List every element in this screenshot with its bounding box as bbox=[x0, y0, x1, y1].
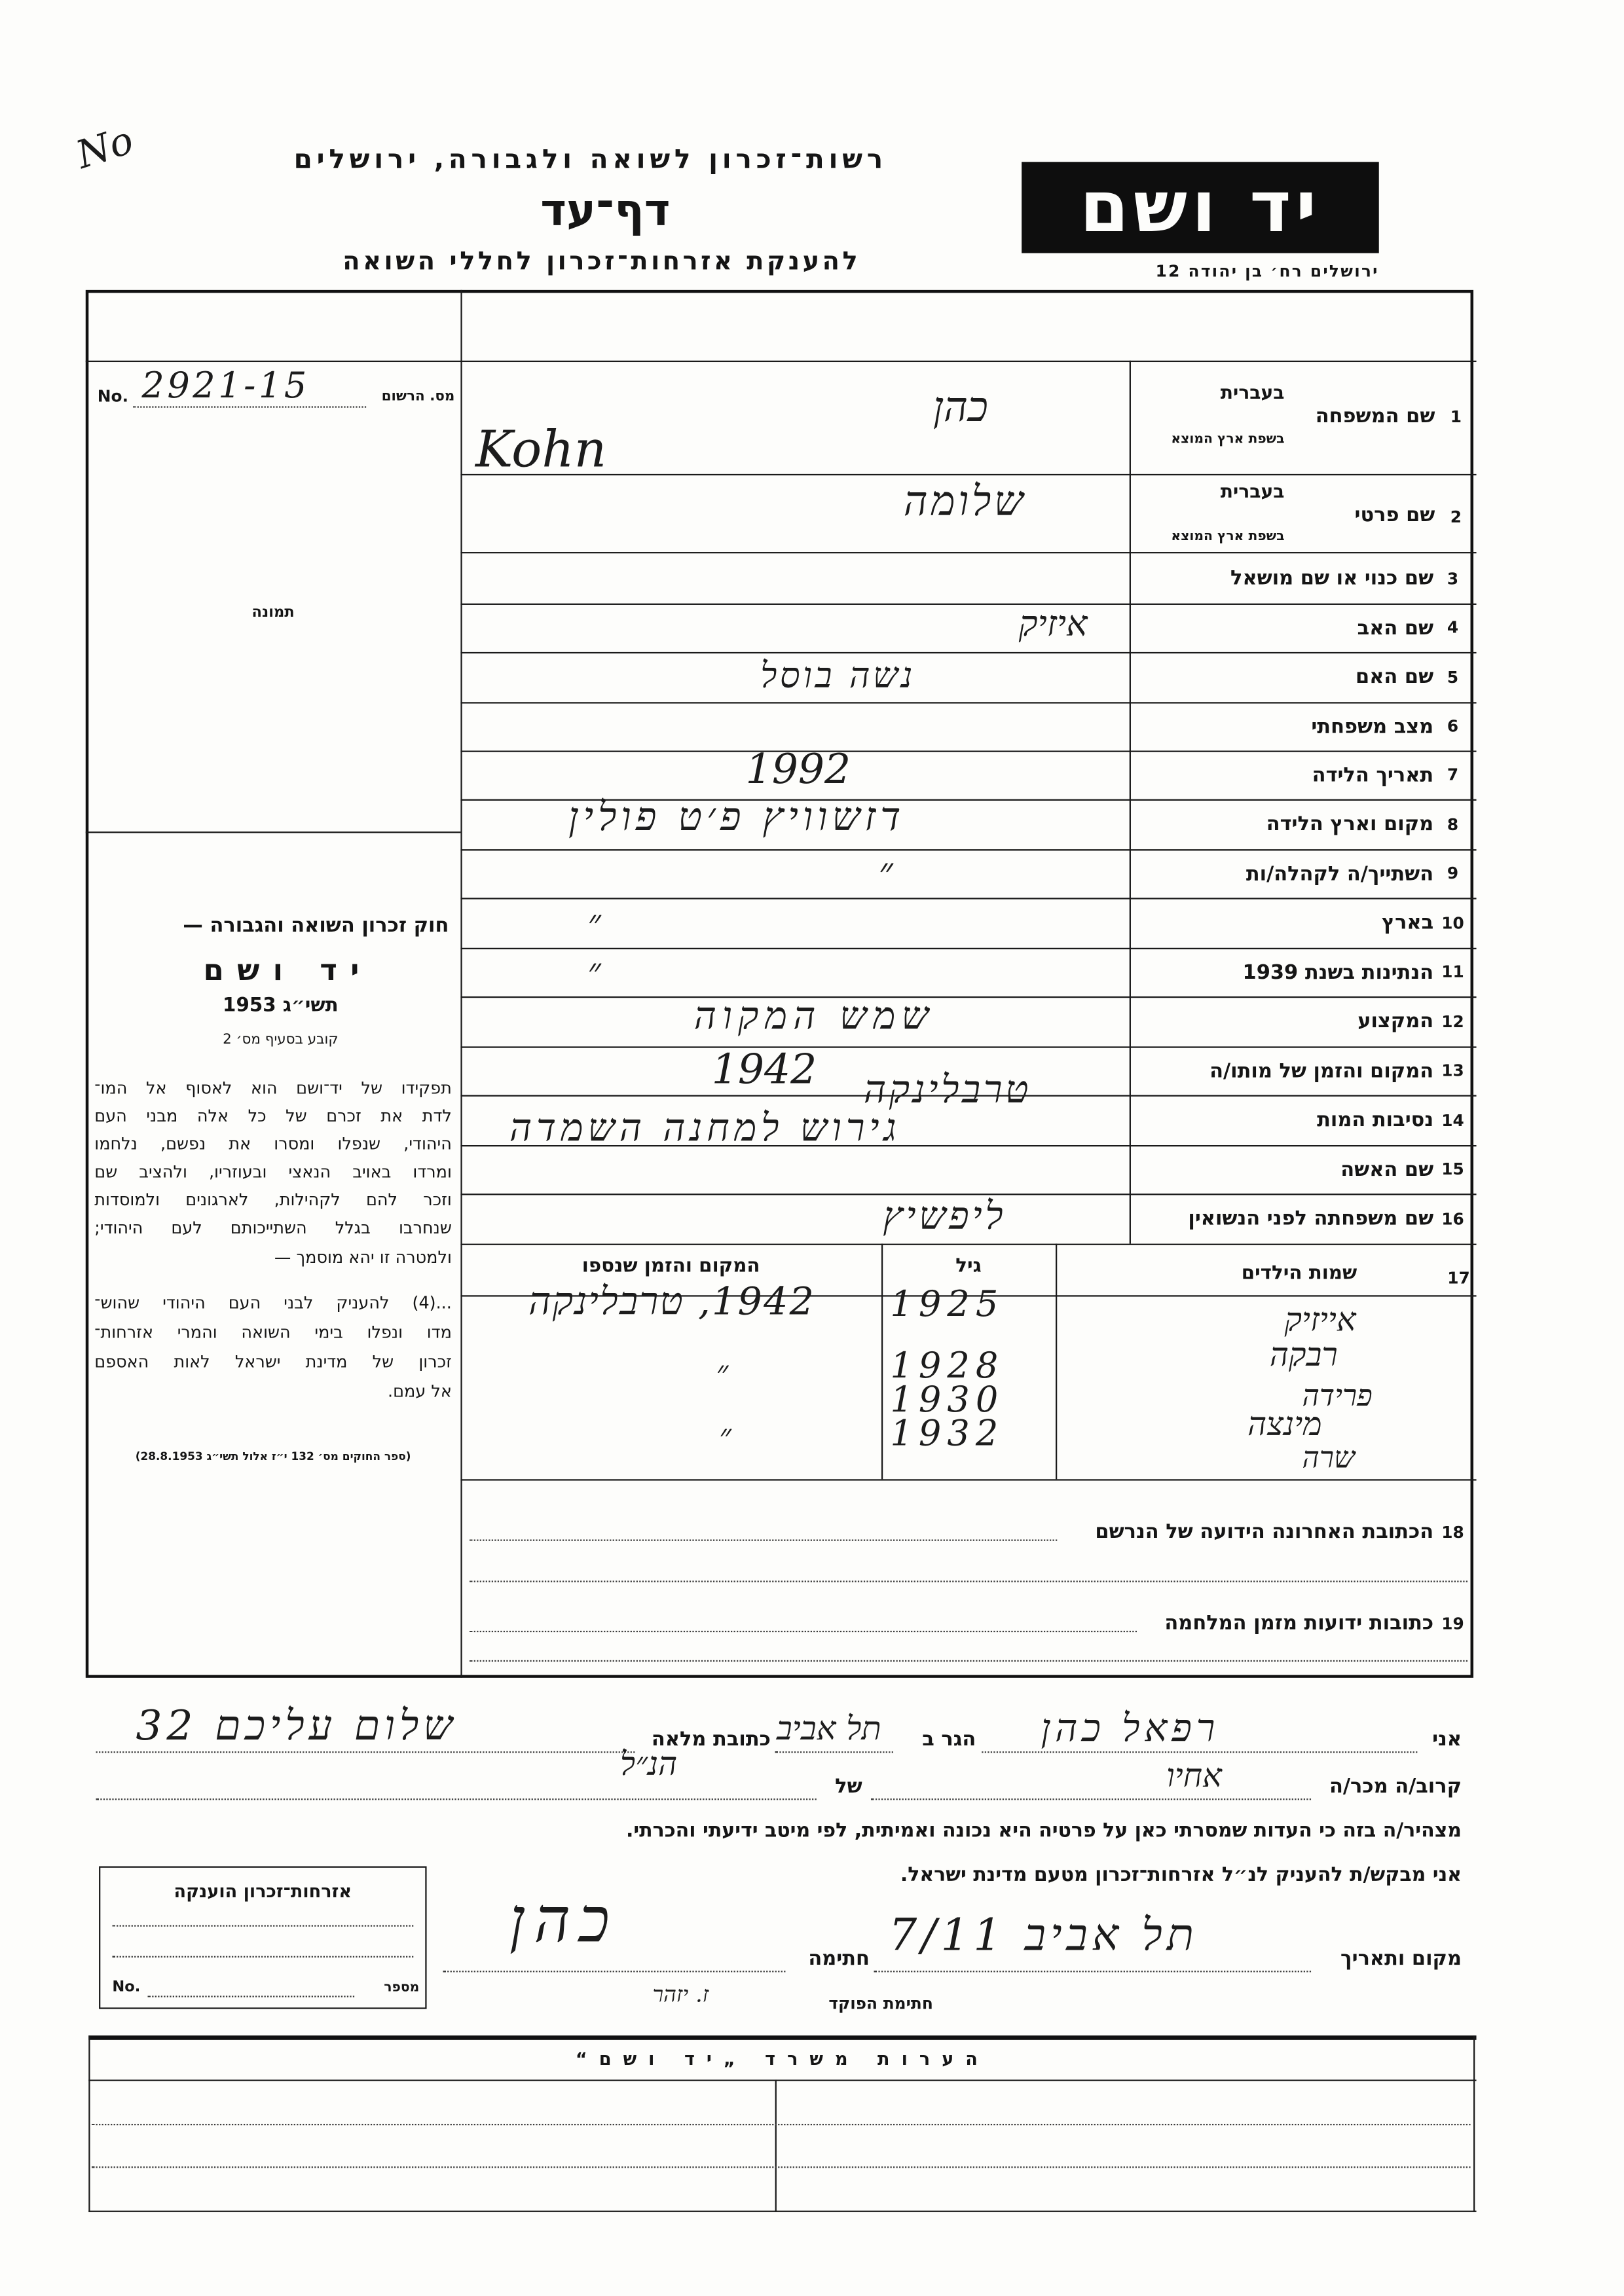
child-death-place: ״ bbox=[718, 1419, 731, 1456]
declarant-signature: כהן bbox=[509, 1884, 619, 1956]
value-birth-place: דזשוויץ פ׳ט פולין bbox=[568, 794, 906, 841]
law-clause4-line: אל עמם. bbox=[388, 1381, 452, 1402]
footer-border bbox=[1473, 2035, 1475, 2212]
field-number: 17 bbox=[1447, 1268, 1470, 1288]
top-strip-line bbox=[86, 361, 1477, 362]
children-header-names: שמות הילדים bbox=[1241, 1262, 1357, 1285]
office-remarks-title: הערות משרד „יד ושם“ bbox=[575, 2049, 989, 2069]
field-number: 18 bbox=[1441, 1522, 1464, 1542]
declaration-dotted-line bbox=[775, 1751, 893, 1753]
declaration-i-label: אני bbox=[1432, 1728, 1462, 1752]
declarant-relation: אחיו bbox=[1166, 1758, 1222, 1796]
child-name: אייזיק bbox=[1284, 1302, 1356, 1339]
law-yad-vashem: יד ושם bbox=[203, 952, 373, 988]
value-community: ״ bbox=[878, 850, 893, 895]
law-text-line: תפקידו של יד־ושם הוא לאסוף אל המו־ bbox=[94, 1078, 452, 1099]
last-address-dotted-line bbox=[470, 1580, 1467, 1582]
officer-signature: ז. יזהר bbox=[652, 1980, 709, 2008]
value-death-year: 1942 bbox=[711, 1045, 817, 1094]
value-death-place: טרבלינקה bbox=[863, 1068, 1032, 1113]
field-3-nickname bbox=[1134, 553, 1464, 603]
field-sub-hebrew: בעברית bbox=[1220, 381, 1285, 403]
signature-dotted-line bbox=[443, 1971, 785, 1972]
left-column-divider bbox=[460, 290, 462, 1678]
last-address-dotted-line bbox=[470, 1539, 1057, 1540]
field-number: 15 bbox=[1441, 1159, 1464, 1179]
granted-box-dotted-line bbox=[147, 1995, 354, 1997]
field-15-wife-name bbox=[1134, 1145, 1464, 1194]
field-10-country bbox=[1134, 898, 1464, 947]
officer-signature-label: חתימת הפוקד bbox=[828, 1994, 933, 2014]
child-death-place: 1942, טרבלינקה bbox=[528, 1280, 816, 1325]
granted-box-dotted-line bbox=[112, 1925, 413, 1926]
declaration-dotted-line bbox=[982, 1751, 1417, 1753]
field-number: 1 bbox=[1450, 407, 1462, 427]
field-label: השתייך/ה לקהלה/ות bbox=[1246, 862, 1434, 886]
field-number: 14 bbox=[1441, 1110, 1464, 1130]
child-name: מינצה bbox=[1247, 1407, 1322, 1444]
law-clause: קובע בסעיף מס׳ 2 bbox=[223, 1031, 339, 1048]
value-occupation: שמש המקוה bbox=[693, 994, 935, 1040]
field-label: המקום והזמן של מותו/ה bbox=[1209, 1059, 1434, 1083]
child-death-place: ״ bbox=[716, 1355, 729, 1393]
registration-label: מס. הרשום bbox=[381, 388, 455, 405]
field-label: הנתינות בשנת 1939 bbox=[1242, 960, 1434, 984]
law-text-line: ולמטרה זו יהא מוסמך — bbox=[274, 1248, 452, 1267]
field-label: תאריך הלידה bbox=[1312, 763, 1434, 787]
field-9-community bbox=[1134, 849, 1464, 898]
field-label: המקצוע bbox=[1357, 1010, 1434, 1034]
field-number: 7 bbox=[1447, 765, 1459, 785]
law-clause4-line: מדו ונפלו בימי השואה והמרי אזרחות־ bbox=[94, 1323, 452, 1343]
field-number: 4 bbox=[1447, 618, 1459, 638]
child-age: 1932 bbox=[890, 1413, 1005, 1455]
declaration-dotted-line bbox=[871, 1798, 1311, 1800]
declaration-request: אני מבקש/ת להעניק לנ״ל אזרחות־זכרון מטעם מדינת ישראל. bbox=[900, 1865, 1462, 1887]
field-sub-origin: בשפת ארץ המוצא bbox=[1171, 530, 1285, 545]
field-number: 5 bbox=[1447, 667, 1459, 687]
field-number: 6 bbox=[1447, 716, 1459, 737]
wartime-address-dotted-line bbox=[470, 1631, 1137, 1632]
registration-dotted-line bbox=[133, 406, 366, 407]
child-age: 1930 bbox=[890, 1379, 1005, 1421]
field-sub-hebrew: בעברית bbox=[1220, 479, 1285, 502]
value-country: ״ bbox=[587, 902, 601, 944]
law-text-line: לדת את זכרם של כל אלה מבני העם bbox=[94, 1106, 452, 1126]
declarant-full-address: שלום עליכם 32 bbox=[136, 1701, 457, 1750]
field-2-first-name bbox=[1134, 477, 1464, 550]
declarant-city: תל אביב bbox=[776, 1711, 881, 1749]
footer-line bbox=[92, 2166, 1471, 2168]
child-age: 1928 bbox=[890, 1345, 1005, 1387]
granted-box-no-label: No. bbox=[112, 1979, 141, 1996]
field-label: שם המשפחה bbox=[1315, 405, 1435, 429]
yad-vashem-logo bbox=[1022, 162, 1379, 253]
field-label: שם פרטי bbox=[1354, 503, 1435, 527]
registration-number: 2921-15 bbox=[141, 365, 310, 407]
value-family-name-origin: Kohn bbox=[475, 420, 607, 480]
child-name: רבקה bbox=[1269, 1338, 1338, 1375]
law-year: תשי״ג 1953 bbox=[223, 994, 339, 1017]
row-line bbox=[460, 474, 1476, 475]
footer-top-rule bbox=[88, 2035, 1476, 2040]
children-header-age: גיל bbox=[955, 1255, 982, 1278]
place-date-dotted-line bbox=[874, 1971, 1311, 1972]
wartime-address-dotted-line bbox=[470, 1660, 1467, 1662]
field-label: שם האם bbox=[1356, 665, 1434, 689]
field-13-place-time-of-death bbox=[1134, 1046, 1464, 1095]
law-text-line: וזכר להם לקהילות, לארגונים ולמוסדות bbox=[94, 1190, 452, 1210]
field-number: 11 bbox=[1441, 962, 1464, 982]
value-mother-name: נשה בוסל bbox=[760, 655, 915, 697]
declaration-lives-in-label: הגר ב bbox=[922, 1728, 976, 1752]
value-father-name: איזיק bbox=[1018, 603, 1088, 645]
field-label: בארץ bbox=[1381, 911, 1434, 935]
field-5-mother-name bbox=[1134, 652, 1464, 702]
logo-address: ירושלים רח׳ בן יהודה 12 bbox=[1155, 262, 1379, 282]
granted-box-number-label: מספר bbox=[384, 1980, 420, 1996]
field-number: 19 bbox=[1441, 1614, 1464, 1633]
value-citizenship: ״ bbox=[587, 951, 601, 993]
form-title: דף־עד bbox=[540, 185, 671, 237]
children-header-place: המקום והזמן שנספו bbox=[581, 1255, 760, 1278]
value-birth-date: 1992 bbox=[745, 744, 851, 793]
law-clause4-line: ...(4) להעניק לבני העם היהודי שהוש־ bbox=[94, 1294, 452, 1313]
footer-divider bbox=[775, 2080, 777, 2212]
law-clause4-line: זכרון של מדינת ישראל לאות האספם bbox=[94, 1352, 452, 1372]
field-number: 3 bbox=[1447, 568, 1459, 589]
granted-box-dotted-line bbox=[112, 1956, 413, 1958]
field-number: 10 bbox=[1441, 913, 1464, 933]
value-family-name-hebrew: כהן bbox=[932, 382, 988, 431]
field-16-wife-maiden-name bbox=[1134, 1194, 1464, 1243]
logo-text: יד ושם bbox=[1079, 166, 1321, 249]
footer-border bbox=[88, 2035, 90, 2212]
field-11-citizenship-1939 bbox=[1134, 948, 1464, 996]
registration-no-label: No. bbox=[97, 387, 129, 407]
field-label: שם האשה bbox=[1340, 1157, 1434, 1182]
citizenship-granted-title: אזרחות־זכרון הוענקה bbox=[174, 1881, 352, 1902]
signature-label: חתימה bbox=[808, 1947, 870, 1971]
value-death-circumstances: גירוש למחנה השמדה bbox=[509, 1106, 901, 1151]
declaration-of-label: של bbox=[835, 1775, 862, 1799]
field-label: כתובות ידועות מזמן המלחמה bbox=[1164, 1611, 1434, 1635]
declarant-name: רפאל כהן bbox=[1041, 1707, 1220, 1752]
field-label: שם משפחתה לפני הנשואין bbox=[1188, 1207, 1434, 1231]
margin-handwritten-mark: No bbox=[71, 118, 139, 179]
field-sub-origin: בשפת ארץ המוצא bbox=[1171, 432, 1285, 448]
photo-label: תמונה bbox=[251, 604, 295, 621]
field-6-marital-status bbox=[1134, 702, 1464, 750]
field-number: 8 bbox=[1447, 814, 1459, 834]
place-date-label: מקום ותאריך bbox=[1340, 1947, 1462, 1971]
field-12-occupation bbox=[1134, 996, 1464, 1046]
place-date-value: תל אביב 7/11 bbox=[889, 1910, 1198, 1962]
child-age: 1925 bbox=[890, 1283, 1005, 1325]
field-label: מצב משפחתי bbox=[1311, 714, 1434, 738]
declarant-of-value: הנ״ל bbox=[619, 1747, 678, 1784]
children-bottom-line bbox=[460, 1479, 1476, 1480]
declaration-relation-label: קרוב/ה מכר/ה bbox=[1329, 1775, 1462, 1799]
field-number: 16 bbox=[1441, 1209, 1464, 1229]
value-first-name-hebrew: שלומה bbox=[903, 477, 1027, 526]
law-text-line: היהודי, שנפלו ומסרו את נפשם, נלחמו bbox=[94, 1135, 452, 1154]
field-number: 13 bbox=[1441, 1061, 1464, 1081]
field-number: 2 bbox=[1450, 507, 1462, 527]
child-name: פרידה bbox=[1302, 1377, 1373, 1413]
law-citation: (ספר החוקים מס׳ 132 י״ז אלול תשי״ג 28.8.1953) bbox=[135, 1449, 411, 1463]
organization-name: רשות־זכרון לשואה ולגבורה, ירושלים bbox=[293, 144, 887, 175]
field-4-father-name bbox=[1134, 604, 1464, 652]
children-col-divider bbox=[881, 1244, 883, 1480]
label-column-divider bbox=[1130, 361, 1131, 1244]
field-label: הכתובת האחרונה הידועה של הנרשם bbox=[1095, 1520, 1434, 1544]
declaration-dotted-line bbox=[96, 1751, 635, 1753]
footer-bottom-rule bbox=[88, 2211, 1476, 2212]
field-1-family-name bbox=[1134, 368, 1464, 468]
law-text-line: ומרדו באויב הנאצי ובעוזריו, ולהציב שם bbox=[94, 1162, 452, 1182]
child-name: שרה bbox=[1302, 1439, 1356, 1475]
field-label: שם כנוי או שם מושאל bbox=[1230, 566, 1434, 591]
declaration-dotted-line bbox=[96, 1798, 817, 1800]
field-19-wartime-addresses bbox=[1092, 1607, 1464, 1639]
law-heading: חוק זכרון השואה והגבורה — bbox=[183, 914, 449, 938]
field-number: 9 bbox=[1447, 864, 1459, 883]
field-14-circumstances-of-death bbox=[1134, 1095, 1464, 1145]
children-col-divider bbox=[1056, 1244, 1057, 1480]
form-subtitle: להענקת אזרחות־זכרון לחללי השואה bbox=[342, 247, 861, 277]
field-7-birth-date bbox=[1134, 751, 1464, 799]
value-wife-maiden-name: ליפשיץ bbox=[883, 1195, 1006, 1239]
footer-rule bbox=[88, 2080, 1476, 2081]
photo-box-bottom-line bbox=[86, 831, 461, 833]
field-label: שם האב bbox=[1357, 615, 1434, 640]
field-label: נסיבות המות bbox=[1317, 1108, 1434, 1132]
footer-line bbox=[92, 2124, 1471, 2125]
field-label: מקום וארץ הלידה bbox=[1266, 812, 1434, 836]
law-text-line: שנחרבו בגלל השתייכותם לעם היהודי; bbox=[94, 1218, 452, 1238]
field-18-last-address bbox=[1033, 1516, 1464, 1548]
declaration-full-address-label: כתובת מלאה bbox=[651, 1728, 771, 1752]
row-line bbox=[460, 1244, 1476, 1245]
declaration-statement: מצהיר/ה בזה כי העדות שמסרתי כאן על פרטיה היא נכונה ואמיתית, לפי מיטב ידיעתי והכרתי. bbox=[625, 1820, 1462, 1843]
field-8-birth-place bbox=[1134, 799, 1464, 849]
field-number: 12 bbox=[1441, 1011, 1464, 1031]
